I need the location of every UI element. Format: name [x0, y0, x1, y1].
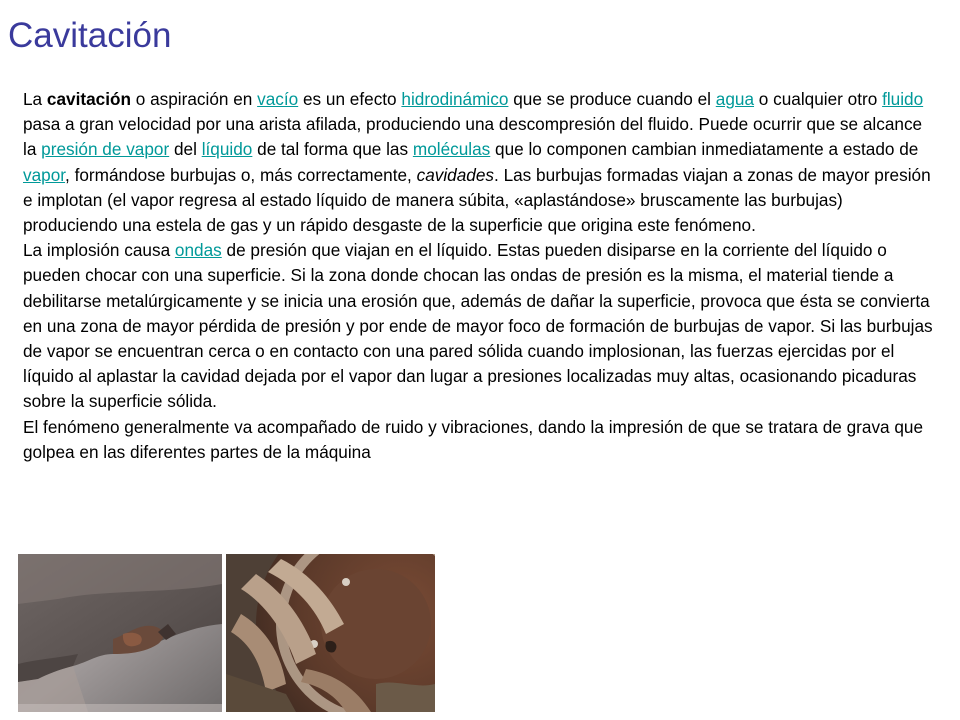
text-run: del — [169, 139, 202, 160]
text-run: El fenómeno generalmente va acompañado de ruido y vibraciones, dando la impresión de que se tratara de grava que golpea en las diferentes partes de la máquina — [23, 416, 924, 462]
text-run: o aspiración en — [130, 89, 258, 109]
link-moleculas[interactable]: moléculas — [412, 139, 491, 160]
text-run: es un efecto — [298, 89, 402, 109]
term-cavitacion: cavitación — [46, 89, 131, 109]
text-run: pasa a gran velocidad por una arista afilada, produciendo una descompresión del fluido. Puede ocurrir que se alcance la — [23, 114, 923, 160]
link-liquido[interactable]: líquido — [201, 139, 253, 160]
link-hidrodinamico[interactable]: hidrodinámico — [401, 89, 509, 109]
text-run: de tal forma que las — [252, 139, 413, 160]
link-vacio[interactable]: vacío — [257, 89, 299, 109]
article-body — [23, 87, 936, 465]
text-run: de presión que viajan en el líquido. Estas pueden disiparse en la corriente del líquido o pueden chocar con una superficie. Si la zona donde chocan las ondas de presión es la misma, el material tiende a debilitarse metalúrgicamente y se inicia una erosión que, además de dañar la superficie, provoca que ésta se convierta en una zona de mayor pérdida de presión y por ende de mayor foco de formación de burbujas de vapor. Si las burbujas de vapor se encuentran cerca o en contacto con una pared sólida cuando implosionan, las fuerzas ejercidas por el líquido al aplastar la cavidad dejada por el vapor dan lugar a presiones localizadas muy altas, ocasionando picaduras sobre la superficie sólida. — [23, 240, 933, 412]
link-presion-de-vapor[interactable]: presión de vapor — [41, 139, 170, 160]
link-vapor[interactable]: vapor — [23, 164, 66, 185]
photo-graphic — [226, 554, 435, 712]
text-run: , formándose burbujas o, más correctamente, — [65, 164, 417, 185]
link-fluido[interactable]: fluido — [882, 89, 924, 109]
text-run: o cualquier otro — [754, 89, 883, 109]
cavitation-damage-photo-turbine — [226, 554, 435, 712]
text-run: que se produce cuando el — [508, 89, 716, 109]
text-run: La implosión causa — [23, 240, 175, 261]
text-run: . Las burbujas formadas viajan a zonas de mayor presión e implotan (el vapor regresa al estado líquido de manera súbita, «aplastándose» bruscamente las burbujas) produciendo una estela de gas y un rápido desgaste de la superficie que origina este fenómeno. — [23, 164, 931, 236]
term-cavidades: cavidades — [416, 164, 495, 185]
text-run: La — [23, 89, 47, 109]
cavitation-damage-photo-metal-edge — [18, 554, 222, 712]
text-run: que lo componen cambian inmediatamente a estado de — [490, 139, 919, 160]
link-agua[interactable]: agua — [715, 89, 755, 109]
paragraph-3 — [23, 415, 936, 465]
link-ondas[interactable]: ondas — [174, 240, 222, 261]
page-title: Cavitación — [8, 16, 172, 55]
paragraph-2 — [23, 238, 936, 414]
photo-graphic — [18, 554, 222, 712]
paragraph-1 — [23, 87, 936, 238]
